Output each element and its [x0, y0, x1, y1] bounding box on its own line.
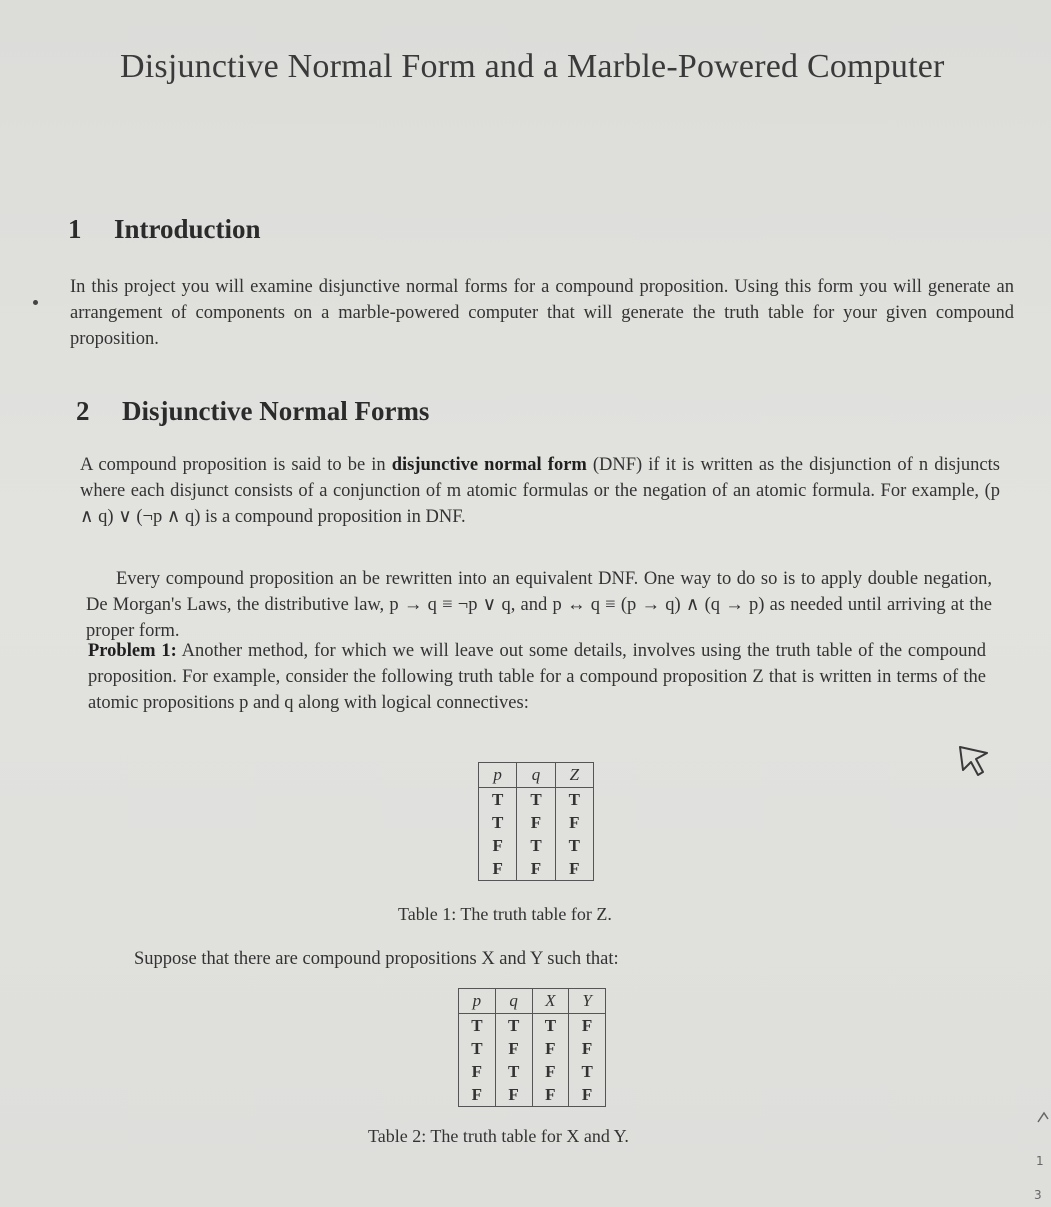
table-cell: T: [471, 1038, 483, 1058]
table-row: [459, 1083, 606, 1107]
table-row: [479, 788, 594, 812]
table-cell: T: [517, 788, 555, 812]
table-cell: F: [555, 811, 593, 834]
margin-mark-bottom: 3: [1034, 1188, 1042, 1202]
table-header-cell: p: [459, 989, 496, 1014]
table-header-cell: q: [517, 763, 555, 788]
table-cell: F: [495, 1037, 532, 1060]
table-cell: F: [569, 1083, 606, 1107]
truth-table-z: [478, 762, 594, 881]
problem-text: Another method, for which we will leave out some details, involves using the truth table of the compound proposition. For example, consider the following truth table for a compound proposition Z that is written in terms of the atomic propositions p and q along with logical connectives:: [88, 641, 986, 713]
xy-intro-paragraph: Suppose that there are compound propositions X and Y such that:: [134, 949, 619, 969]
intro-paragraph: In this project you will examine disjunctive normal forms for a compound proposition. Using this form you will generate an arrangement of components on a marble-powered computer that will generate the truth table for your given compound proposition.: [70, 277, 1014, 349]
table-cell: F: [532, 1083, 569, 1107]
table-cell: T: [491, 789, 504, 809]
dnf-definition-paragraph: [80, 452, 1000, 530]
table-cell: T: [471, 1015, 483, 1035]
section-2-title: Disjunctive Normal Forms: [122, 396, 430, 426]
table-row: [459, 1014, 606, 1038]
table-cell: F: [495, 1083, 532, 1107]
table-cell: T: [495, 1014, 532, 1038]
table-cell: F: [517, 857, 555, 881]
mouse-pointer-icon: [957, 744, 991, 780]
table-cell: F: [471, 1061, 483, 1081]
document-title: Disjunctive Normal Form and a Marble-Powered Computer: [120, 48, 945, 85]
section-1-heading: [68, 214, 261, 245]
table-row: [459, 1037, 606, 1060]
chevron-up-icon: [1036, 1108, 1050, 1126]
section-1-title: Introduction: [114, 214, 261, 244]
table-cell: F: [569, 1037, 606, 1060]
table-cell: F: [492, 835, 503, 855]
truth-table-xy: [458, 988, 606, 1107]
dnf-term: disjunctive normal form: [391, 455, 587, 475]
dnf-definition-text-end: (DNF) if it is written as the disjunction of n disjuncts where each disjunct consists of a conjunction of m atomic formulas or the negation of an atomic formula. For example, (p ∧ q) ∨ (¬p ∧ q) is a compound proposition in DNF.: [80, 455, 1000, 527]
table-cell: T: [517, 834, 555, 857]
table-cell: F: [569, 1014, 606, 1038]
dnf-definition-text-start: A compound proposition is said to be in: [80, 455, 392, 475]
section-2-number: 2: [76, 396, 90, 426]
problem-paragraph: [88, 638, 986, 716]
table-cell: T: [555, 834, 593, 857]
margin-dot: [33, 300, 38, 305]
section-1-number: 1: [68, 214, 82, 244]
table-cell: F: [532, 1037, 569, 1060]
table-header-row: [459, 989, 606, 1014]
table-row: [459, 1060, 606, 1083]
rewrite-paragraph: Every compound proposition an be rewritten into an equivalent DNF. One way to do so is to apply double negation, De Morgan's Laws, the distributive law, p → q ≡ ¬p ∨ q, and p ↔ q ≡ (p → q) ∧ (q → p) as needed until arriving at the proper form.: [86, 569, 992, 641]
table-cell: F: [471, 1084, 483, 1104]
table-header-cell: Z: [555, 763, 593, 788]
table-cell: F: [532, 1060, 569, 1083]
table-row: [479, 834, 594, 857]
table-1-caption: Table 1: The truth table for Z.: [398, 904, 612, 924]
problem-label: Problem 1:: [88, 641, 177, 661]
table-row: [479, 811, 594, 834]
table-cell: T: [495, 1060, 532, 1083]
table-cell: T: [491, 812, 504, 832]
section-2-heading: [76, 396, 429, 427]
table-header-row: [479, 763, 594, 788]
table-header-cell: Y: [569, 989, 606, 1014]
table-cell: T: [555, 788, 593, 812]
margin-mark-top: 1: [1036, 1154, 1044, 1168]
table-2-caption: Table 2: The truth table for X and Y.: [368, 1126, 629, 1146]
table-cell: F: [492, 858, 503, 878]
table-header-cell: p: [479, 763, 517, 788]
table-cell: F: [555, 857, 593, 881]
table-cell: F: [517, 811, 555, 834]
table-cell: T: [569, 1060, 606, 1083]
table-header-cell: q: [495, 989, 532, 1014]
table-cell: T: [532, 1014, 569, 1038]
table-header-cell: X: [532, 989, 569, 1014]
table-row: [479, 857, 594, 881]
